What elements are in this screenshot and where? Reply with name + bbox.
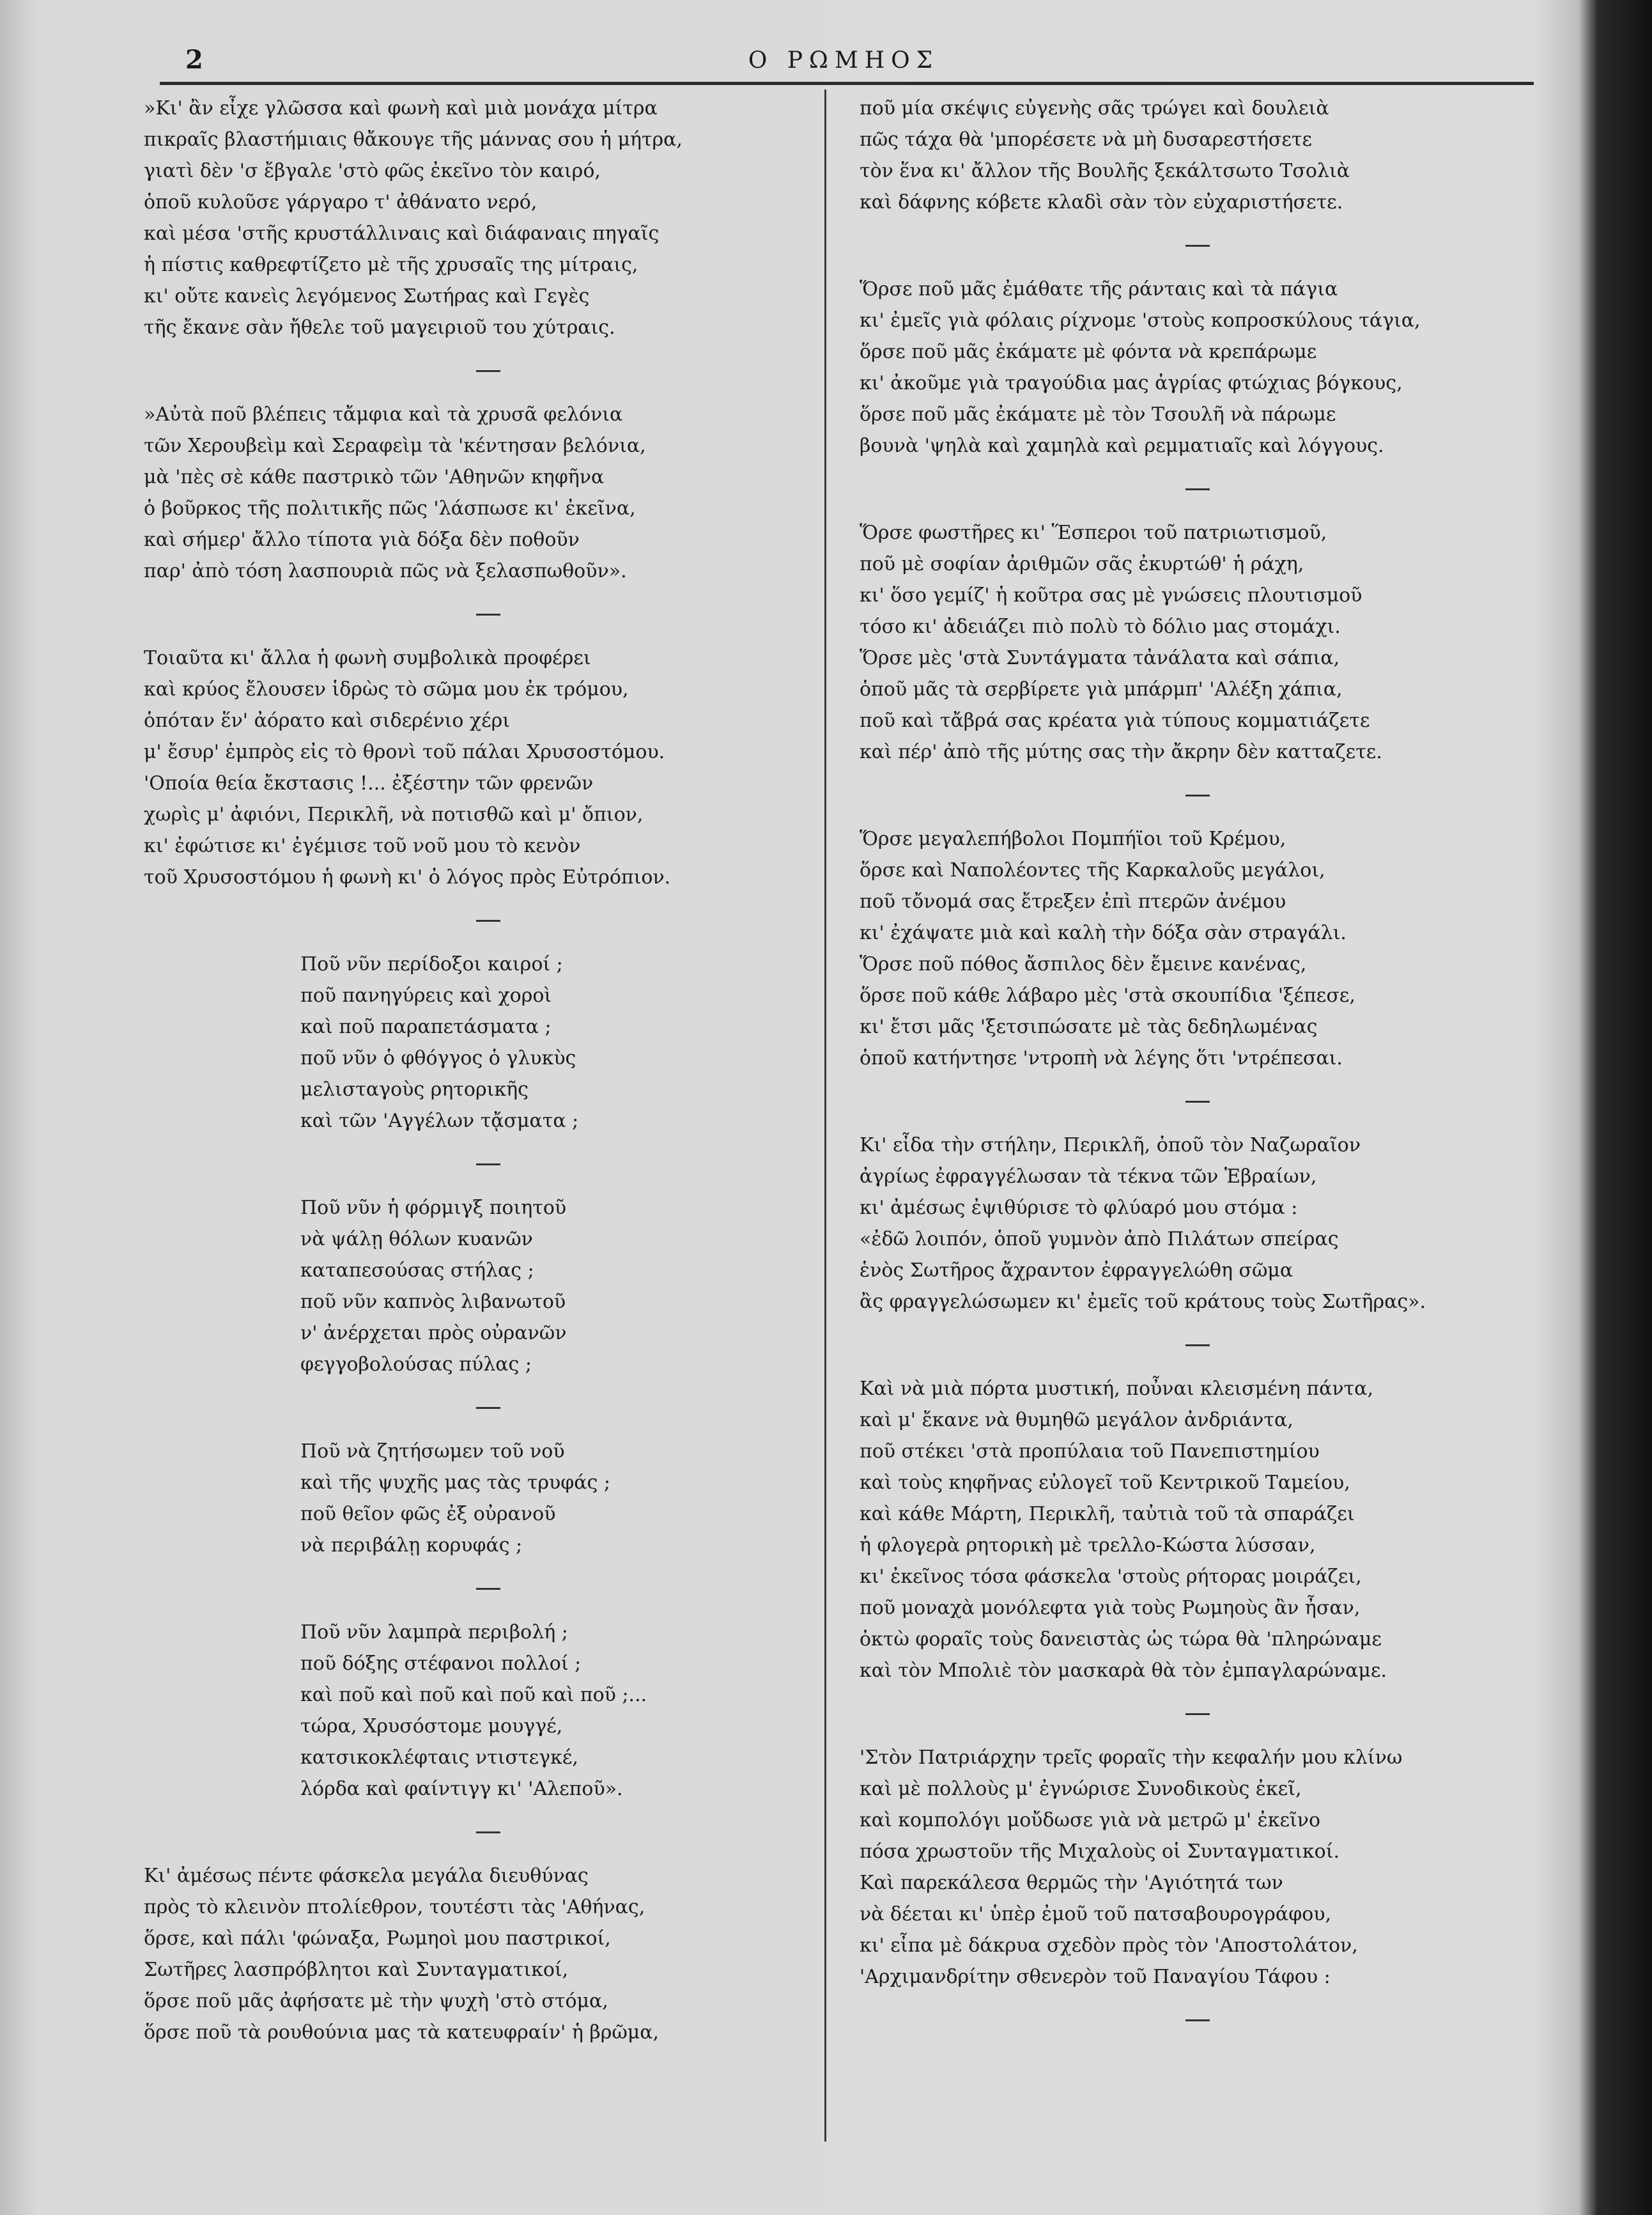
- verse-line: ν' ἀνέρχεται πρὸς οὐρανῶν: [300, 1322, 567, 1344]
- verse-line: κι' ἐμεῖς γιὰ φόλαις ρίχνομε 'στοὺς κοπροσκύλους τάγια,: [860, 309, 1421, 332]
- verse-line: ὅρσε ποῦ τὰ ρουθούνια μας τὰ κατευφραίν' ἡ βρῶμα,: [144, 2021, 660, 2044]
- verse-line: ἂς φραγγελώσωμεν κι' ἐμεῖς τοῦ κράτους τοὺς Σωτῆρας».: [860, 1291, 1426, 1313]
- header-rule: [160, 82, 1534, 85]
- verse-line: ὁποῦ μᾶς τὰ σερβίρετε γιὰ μπάρμπ' 'Αλέξη χάπια,: [860, 678, 1343, 701]
- verse-line: ποῦ δόξης στέφανοι πολλοί ;: [300, 1652, 582, 1675]
- verse-line: κι' ἔτσι μᾶς 'ξετσιπώσατε μὲ τὰς δεδηλωμένας: [860, 1016, 1318, 1038]
- hymn-stanza: [144, 1617, 808, 1805]
- verse-line: ποῦ μὲ σοφίαν ἀριθμῶν σᾶς ἐκυρτώθ' ἡ ράχη,: [860, 553, 1304, 575]
- hymn-stanza: [144, 949, 808, 1137]
- verse-line: κι' ὅσο γεμίζ' ἡ κοῦτρα σας μὲ γνώσεις πλουτισμοῦ: [860, 584, 1363, 607]
- verse-line: καὶ ποῦ καὶ ποῦ καὶ ποῦ καὶ ποῦ ;...: [300, 1684, 647, 1706]
- verse-line: πικραῖς βλαστήμιαις θἄκουγε τῆς μάννας σου ἡ μήτρα,: [144, 128, 683, 151]
- verse-line: κι' ἐφώτισε κι' ἐγέμισε τοῦ νοῦ μου τὸ κενὸν: [144, 835, 581, 857]
- verse-line: καὶ δάφνης κόβετε κλαδὶ σὰν τὸν εὐχαριστήσετε.: [860, 191, 1343, 214]
- verse-line: Σωτῆρες λασπρόβλητοι καὶ Συνταγματικοί,: [144, 1959, 569, 1981]
- verse-line: ποῦ νῦν ὁ φθόγγος ὁ γλυκὺς: [300, 1047, 576, 1069]
- column-divider: [824, 89, 826, 2141]
- verse-line: ἀγρίως ἐφραγγέλωσαν τὰ τέκνα τῶν Ἑβραίων,: [860, 1165, 1317, 1188]
- stanza-separator: [1185, 245, 1210, 247]
- verse-line: τῶν Χερουβεὶμ καὶ Σεραφεὶμ τὰ 'κέντησαν βελόνια,: [144, 435, 646, 457]
- verse-line: Ὅρσε φωστῆρες κι' Ἕσπεροι τοῦ πατριωτισμοῦ,: [860, 522, 1327, 544]
- verse-line: ἑνὸς Σωτῆρος ἄχραντον ἐφραγγελώθη σῶμα: [860, 1259, 1293, 1282]
- verse-line: καὶ μέσα 'στῆς κρυστάλλιναις καὶ διάφαναις πηγαῖς: [144, 222, 660, 245]
- verse-line: «ἐδῶ λοιπόν, ὁποῦ γυμνὸν ἀπὸ Πιλάτων σπείρας: [860, 1228, 1339, 1250]
- verse-line: ποῦ μία σκέψις εὐγενὴς σᾶς τρώγει καὶ δουλειὰ: [860, 97, 1329, 120]
- stanza-separator: [1185, 2019, 1210, 2021]
- verse-line: πῶς τάχα θὰ 'μπορέσετε νὰ μὴ δυσαρεστήσετε: [860, 128, 1313, 151]
- verse-line: ὅρσε ποῦ μᾶς ἀφήσατε μὲ τὴν ψυχὴ 'στὸ στόμα,: [144, 1990, 608, 2012]
- verse-line: Ὅρσε μεγαλεπήβολοι Πομπήϊοι τοῦ Κρέμου,: [860, 828, 1286, 850]
- verse-line: καὶ τοὺς κηφῆνας εὐλογεῖ τοῦ Κεντρικοῦ Ταμείου,: [860, 1472, 1350, 1494]
- verse-line: φεγγοβολούσας πύλας ;: [300, 1353, 532, 1376]
- verse-line: μελισταγοὺς ρητορικῆς: [300, 1078, 529, 1101]
- stanza-separator: [1185, 795, 1210, 797]
- verse-line: ὁπόταν ἕν' ἀόρατο καὶ σιδερένιο χέρι: [144, 710, 511, 732]
- stanza: [144, 642, 808, 893]
- verse-line: ὁ βοῦρκος τῆς πολιτικῆς πῶς 'λάσπωσε κι' ἐκεῖνα,: [144, 497, 636, 520]
- stanza-separator: [1185, 488, 1210, 490]
- verse-line: νὰ ψάλῃ θόλων κυανῶν: [300, 1228, 533, 1250]
- verse-line: πόσα χρωστοῦν τῆς Μιχαλοὺς οἱ Συνταγματικοί.: [860, 1840, 1340, 1863]
- verse-line: καὶ σήμερ' ἄλλο τίποτα γιὰ δόξα δὲν ποθοῦν: [144, 529, 580, 551]
- verse-line: ὅρσε, καὶ πάλι 'φώναξα, Ρωμηοὶ μου παστρικοί,: [144, 1927, 611, 1950]
- verse-line: καὶ τῶν 'Αγγέλων τᾄσματα ;: [300, 1110, 579, 1132]
- verse-line: λόρδα καὶ φαίντιγγ κι' 'Αλεποῦ».: [300, 1778, 623, 1800]
- verse-line: ὅρσε καὶ Ναπολέοντες τῆς Καρκαλοῦς μεγάλοι,: [860, 859, 1325, 882]
- verse-line: καὶ ποῦ παραπετάσματα ;: [300, 1016, 552, 1038]
- verse-line: κι' ἀκοῦμε γιὰ τραγούδια μας ἀγρίας φτώχιας βόγκους,: [860, 372, 1403, 394]
- right-column: [860, 93, 1524, 2048]
- verse-line: πρὸς τὸ κλεινὸν πτολίεθρον, τουτέστι τὰς 'Αθήνας,: [144, 1896, 645, 1918]
- verse-line: κι' ἐχάψατε μιὰ καὶ καλὴ τὴν δόξα σὰν στραγάλι.: [860, 922, 1347, 944]
- hymn-stanza: [144, 1436, 808, 1561]
- verse-line: Ὅρσε μὲς 'στὰ Συντάγματα τἀνάλατα καὶ σάπια,: [860, 647, 1340, 669]
- verse-line: ποῦ νῦν καπνὸς λιβανωτοῦ: [300, 1291, 566, 1313]
- verse-line: ἡ φλογερὰ ρητορικὴ μὲ τρελλο-Κώστα λύσσαν,: [860, 1534, 1316, 1557]
- verse-line: ποῦ καὶ τἄβρά σας κρέατα γιὰ τύπους κομματιάζετε: [860, 710, 1370, 732]
- stanza-separator: [476, 1588, 500, 1590]
- verse-line: Ποῦ νῦν ἡ φόρμιγξ ποιητοῦ: [300, 1197, 567, 1219]
- verse-line: καὶ κάθε Μάρτη, Περικλῆ, ταὐτιὰ τοῦ τὰ σπαράζει: [860, 1503, 1355, 1525]
- verse-line: »Κι' ἂν εἶχε γλῶσσα καὶ φωνὴ καὶ μιὰ μονάχα μίτρα: [144, 97, 658, 120]
- stanza: [144, 399, 808, 587]
- stanza: [860, 93, 1524, 218]
- verse-line: καὶ κομπολόγι μοὔδωσε γιὰ νὰ μετρῶ μ' ἐκεῖνο: [860, 1809, 1321, 1831]
- verse-line: ὅρσε ποῦ μᾶς ἐκάματε μὲ φόντα νὰ κρεπάρωμε: [860, 341, 1317, 363]
- verse-line: Τοιαῦτα κι' ἄλλα ἡ φωνὴ συμβολικὰ προφέρει: [144, 647, 591, 669]
- verse-line: καὶ κρύος ἔλουσεν ἱδρὼς τὸ σῶμα μου ἐκ τρόμου,: [144, 678, 629, 701]
- verse-line: βουνὰ 'ψηλὰ καὶ χαμηλὰ καὶ ρεμματιαῖς καὶ λόγγους.: [860, 435, 1384, 457]
- verse-line: Ποῦ νῦν λαμπρὰ περιβολή ;: [300, 1621, 568, 1644]
- verse-line: καὶ μὲ πολλοὺς μ' ἐγνώρισε Συνοδικοὺς ἐκεῖ,: [860, 1778, 1302, 1800]
- verse-line: Ὅρσε ποῦ μᾶς ἐμάθατε τῆς ράνταις καὶ τὰ πάγια: [860, 278, 1338, 300]
- verse-line: »Αὐτὰ ποῦ βλέπεις τἄμφια καὶ τὰ χρυσᾶ φελόνια: [144, 403, 623, 426]
- verse-line: νὰ δέεται κι' ὑπὲρ ἐμοῦ τοῦ πατσαβουρογράφου,: [860, 1903, 1332, 1925]
- stanza: [860, 1130, 1524, 1317]
- verse-line: ὀκτὼ φοραῖς τοὺς δανειστὰς ὡς τώρα θὰ 'πληρώναμε: [860, 1628, 1382, 1651]
- verse-line: Καὶ παρεκάλεσα θερμῶς τὴν 'Αγιότητά των: [860, 1872, 1283, 1894]
- verse-line: τῆς ἔκανε σὰν ἤθελε τοῦ μαγειριοῦ του χύτραις.: [144, 316, 615, 339]
- verse-line: 'Στὸν Πατριάρχην τρεῖς φοραῖς τὴν κεφαλήν μου κλίνω: [860, 1746, 1403, 1769]
- verse-line: παρ' ἀπὸ τόση λασπουριὰ πῶς νὰ ξελασπωθοῦν».: [144, 560, 627, 582]
- verse-line: Καὶ νὰ μιὰ πόρτα μυστική, ποὖναι κλεισμένη πάντα,: [860, 1378, 1373, 1400]
- stanza-separator: [476, 1831, 500, 1833]
- stanza: [860, 274, 1524, 462]
- stanza-separator: [476, 614, 500, 616]
- verse-line: χωρὶς μ' ἀφιόνι, Περικλῆ, νὰ ποτισθῶ καὶ μ' ὄπιον,: [144, 804, 644, 826]
- verse-line: ποῦ πανηγύρεις καὶ χοροὶ: [300, 984, 552, 1007]
- verse-line: 'Αρχιμανδρίτην σθενερὸν τοῦ Παναγίου Τάφου :: [860, 1966, 1331, 1988]
- stanza: [144, 1860, 808, 2048]
- verse-line: τώρα, Χρυσόστομε μουγγέ,: [300, 1715, 563, 1737]
- verse-line: κατσικοκλέφταις ντιστεγκέ,: [300, 1746, 578, 1769]
- verse-line: Κι' εἶδα τὴν στήλην, Περικλῆ, ὁποῦ τὸν Ναζωραῖον: [860, 1134, 1361, 1156]
- stanza-separator: [1185, 1713, 1210, 1715]
- verse-line: Ὅρσε ποῦ πόθος ἄσπιλος δὲν ἔμεινε κανένας,: [860, 953, 1307, 975]
- verse-line: νὰ περιβάλῃ κορυφάς ;: [300, 1534, 523, 1557]
- verse-line: ὁποῦ κατήντησε 'ντροπὴ νὰ λέγης ὅτι 'ντρέπεσαι.: [860, 1047, 1343, 1069]
- verse-line: κι' εἶπα μὲ δάκρυα σχεδὸν πρὸς τὸν 'Αποστολάτον,: [860, 1934, 1358, 1957]
- verse-line: μ' ἔσυρ' ἐμπρὸς εἰς τὸ θρονὶ τοῦ πάλαι Χρυσοστόμου.: [144, 741, 665, 763]
- left-column: [144, 93, 808, 2048]
- verse-line: ποῦ μοναχὰ μονόλεφτα γιὰ τοὺς Ρωμηοὺς ἂν ἦσαν,: [860, 1597, 1361, 1619]
- stanza-separator: [476, 1163, 500, 1165]
- verse-line: μὰ 'πὲς σὲ κάθε παστρικὸ τῶν 'Αθηνῶν κηφῆνα: [144, 466, 605, 488]
- verse-line: 'Οποία θεία ἔκστασις !... ἐξέστην τῶν φρενῶν: [144, 772, 594, 795]
- verse-line: Ποῦ νὰ ζητήσωμεν τοῦ νοῦ: [300, 1440, 565, 1463]
- page-number: 2: [185, 45, 203, 75]
- verse-line: καὶ μ' ἔκανε νὰ θυμηθῶ μεγάλον ἀνδριάντα,: [860, 1409, 1293, 1431]
- verse-line: τόσο κι' ἀδειάζει πιὸ πολὺ τὸ δόλιο μας στομάχι.: [860, 616, 1341, 638]
- verse-line: καταπεσούσας στήλας ;: [300, 1259, 534, 1282]
- verse-line: καὶ τὸν Μπολιὲ τὸν μασκαρὰ θὰ τὸν ἐμπαγλαρώναμε.: [860, 1659, 1387, 1682]
- stanza-separator: [1185, 1344, 1210, 1346]
- stanza-separator: [476, 1407, 500, 1409]
- verse-line: ποῦ στέκει 'στὰ προπύλαια τοῦ Πανεπιστημίου: [860, 1440, 1320, 1463]
- verse-line: τὸν ἕνα κι' ἄλλον τῆς Βουλῆς ξεκάλτσωτο Τσολιὰ: [860, 160, 1350, 182]
- stanza: [144, 93, 808, 343]
- verse-line: ὅρσε ποῦ μᾶς ἐκάματε μὲ τὸν Τσουλῆ νὰ πάρωμε: [860, 403, 1336, 426]
- verse-line: καὶ τῆς ψυχῆς μας τὰς τρυφάς ;: [300, 1472, 610, 1494]
- verse-line: ποῦ τὄνομά σας ἔτρεξεν ἐπὶ πτερῶν ἀνέμου: [860, 890, 1286, 913]
- stanza-separator: [476, 920, 500, 922]
- verse-line: Ποῦ νῦν περίδοξοι καιροί ;: [300, 953, 563, 975]
- verse-line: ὁποῦ κυλοῦσε γάργαρο τ' ἀθάνατο νερό,: [144, 191, 537, 214]
- stanza: [860, 1373, 1524, 1686]
- stanza: [860, 1742, 1524, 1993]
- verse-line: ποῦ θεῖον φῶς ἐξ οὐρανοῦ: [300, 1503, 556, 1525]
- hymn-stanza: [144, 1192, 808, 1380]
- stanza: [860, 823, 1524, 1074]
- stanza: [860, 517, 1524, 768]
- verse-line: ὅρσε ποῦ κάθε λάβαρο μὲς 'στὰ σκουπίδια 'ξέπεσε,: [860, 984, 1355, 1007]
- stanza-separator: [476, 370, 500, 372]
- verse-line: καὶ πέρ' ἀπὸ τῆς μύτης σας τὴν ἄκρην δὲν κατταζετε.: [860, 741, 1382, 763]
- stanza-separator: [1185, 1101, 1210, 1103]
- verse-line: Κι' ἀμέσως πέντε φάσκελα μεγάλα διευθύνας: [144, 1865, 589, 1887]
- verse-line: κι' ἐκεῖνος τόσα φάσκελα 'στοὺς ρήτορας μοιράζει,: [860, 1566, 1362, 1588]
- verse-line: τοῦ Χρυσοστόμου ἡ φωνὴ κι' ὁ λόγος πρὸς Εὐτρόπιον.: [144, 866, 671, 889]
- verse-line: γιατὶ δὲν 'σ ἔβγαλε 'στὸ φῶς ἐκεῖνο τὸν καιρό,: [144, 160, 601, 182]
- verse-line: ἡ πίστις καθρεφτίζετο μὲ τῆς χρυσαῖς της μίτραις,: [144, 254, 638, 276]
- verse-line: κι' οὔτε κανεὶς λεγόμενος Σωτήρας καὶ Γεγὲς: [144, 285, 590, 307]
- verse-line: κι' ἀμέσως ἐψιθύρισε τὸ φλύαρό μου στόμα :: [860, 1197, 1298, 1219]
- masthead-title: Ο ΡΩΜΗΟΣ: [748, 47, 939, 74]
